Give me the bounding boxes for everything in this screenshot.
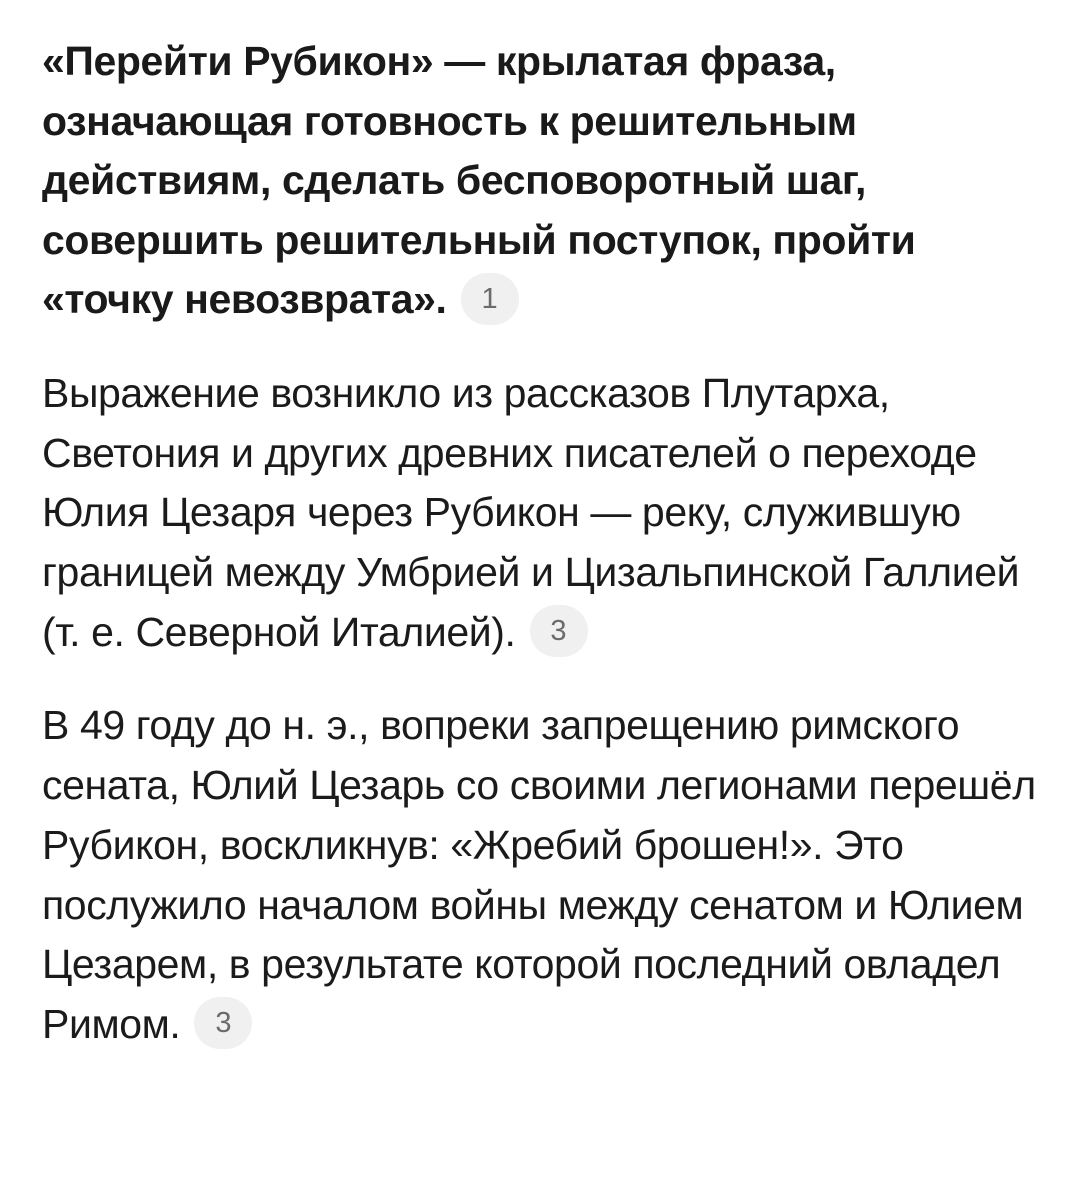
- citation-badge[interactable]: 3: [194, 997, 252, 1049]
- paragraph-text: В 49 году до н. э., вопреки запрещению римского сената, Юлий Цезарь со своими легионами перешёл Рубикон, воскликнув: «Жребий брошен!». Это послужило началом войны между сенатом и Юлием Цезарем, в результате которой последний овладел Римом.: [42, 702, 1036, 1047]
- answer-content: [42, 32, 1042, 1055]
- history-paragraph: [42, 696, 1042, 1054]
- citation-badge[interactable]: 1: [461, 273, 519, 325]
- summary-paragraph: [42, 32, 1042, 330]
- paragraph-text: «Перейти Рубикон» — крылатая фраза, означающая готовность к решительным действиям, сделать бесповоротный шаг, совершить решительный поступок, пройти «точку невозврата».: [42, 38, 916, 323]
- paragraph-text: Выражение возникло из рассказов Плутарха, Светония и других древних писателей о переходе Юлия Цезаря через Рубикон — реку, служившую границей между Умбрией и Цизальпинской Галлией (т. е. Северной Италией).: [42, 369, 1020, 655]
- citation-badge[interactable]: 3: [530, 605, 588, 657]
- origin-paragraph: [42, 364, 1042, 663]
